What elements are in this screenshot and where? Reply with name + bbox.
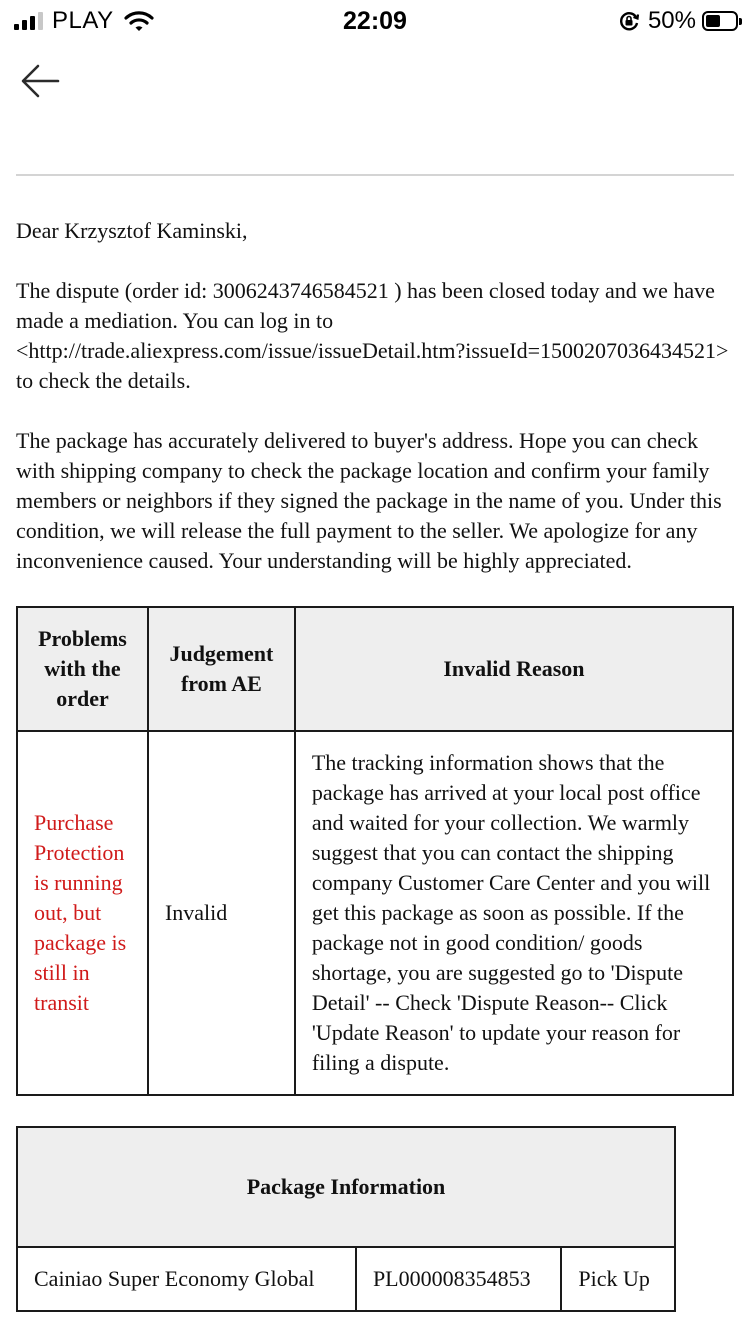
tracking-number-cell: PL000008354853 <box>356 1247 561 1311</box>
package-table <box>16 1126 676 1312</box>
back-arrow-icon[interactable] <box>18 58 64 104</box>
carrier-name: PLAY <box>52 7 114 34</box>
dispute-closed-paragraph: The dispute (order id: 3006243746584521 ) has been closed today and we have made a mediation. You can log in to <http://trade.aliexpress.com/issue/issueDetail.htm?issueId=1500207036434521> to check the details. <box>16 278 729 393</box>
table-row <box>17 731 733 1095</box>
package-information-header: Package Information <box>17 1127 675 1247</box>
table-row <box>17 1247 675 1311</box>
orientation-lock-icon <box>618 10 640 32</box>
battery-percentage: 50% <box>647 7 696 34</box>
clock: 22:09 <box>343 7 407 35</box>
problem-cell: Purchase Protection is running out, but package is still in transit <box>17 731 148 1095</box>
judgement-table <box>16 606 734 1096</box>
battery-level <box>706 15 720 27</box>
status-right <box>618 6 738 36</box>
delivery-paragraph: The package has accurately delivered to buyer's address. Hope you can check with shipping company to check the package location and confirm your family members or neighbors if they signed the package in the name of you. Under this condition, we will release the full payment to the seller. We apologize for any inconvenience caused. Your understanding will be highly appreciated. <box>16 428 722 573</box>
invalid-reason-header: Invalid Reason <box>295 607 733 731</box>
status-bar <box>0 0 750 44</box>
package-status-cell: Pick Up <box>561 1247 675 1311</box>
carrier-cell: Cainiao Super Economy Global <box>17 1247 356 1311</box>
package-header-row <box>17 1127 675 1247</box>
judgement-header: Judgement from AE <box>148 607 295 731</box>
header-divider <box>16 174 734 176</box>
judgement-header-row <box>17 607 733 731</box>
battery-icon <box>702 11 738 31</box>
greeting: Dear Krzysztof Kaminski, <box>16 218 248 243</box>
reason-cell: The tracking information shows that the package has arrived at your local post office and waited for your collection. We warmly suggest that you can contact the shipping company Customer Care Center and you will get this package as soon as possible. If the package not in good condition/ goods shortage, you are suggested go to 'Dispute Detail' -- Check 'Dispute Reason-- Click 'Update Reason' to update your reason for filing a dispute. <box>295 731 733 1095</box>
judgement-cell: Invalid <box>148 731 295 1095</box>
problems-header: Problems with the order <box>17 607 148 731</box>
email-body <box>16 216 736 1312</box>
